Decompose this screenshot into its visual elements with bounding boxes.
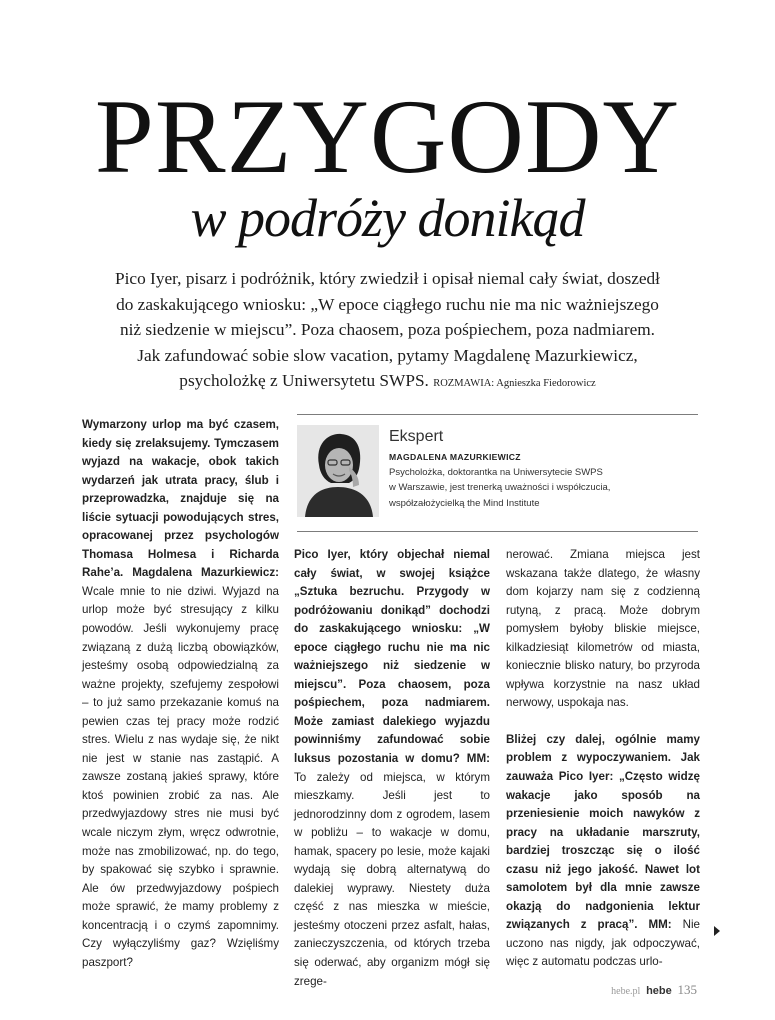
article-title: PRZYGODY [94, 78, 681, 195]
lead-line: Pico Iyer, pisarz i podróżnik, który zwiedził i opisał niemal cały świat, doszedł [115, 269, 660, 288]
intro-text: Wymarzony urlop ma być czasem, kiedy się zrelaksujemy. Tymczasem wyjazd na wakacje, obok takich wydarzeń jak utrata pracy, ślub i przeprowadzka, znajduje się na liście sytuacji powodujących stres, opracowanej przez psychologów Thomasa Holmesa i Richarda Rahe’a. [82, 418, 279, 580]
lead-line: do zaskakującego wniosku: „W epoce ciągłego ruchu nie ma nic ważniejszego [116, 294, 659, 314]
expert-heading: Ekspert [389, 428, 444, 445]
lead-line: Jak zafundować sobie slow vacation, pytamy Magdalenę Mazurkiewicz, [137, 345, 638, 365]
question-text: Bliżej czy dalej, ogólnie mamy problem z wypoczywaniem. Jak zauważa Pico Iyer: „Często widzę wakacje jako sposób na przeniesienie moich nawyków z pracy na układanie marszruty, bardziej troszcząc się o ilość czasu niż jego jakość. Nawet lot samolotem był dla mnie zawsze okazją do nadgonienia lektur związanych z pracą”. [506, 732, 700, 932]
expert-top-rule [297, 414, 698, 415]
portrait-image [297, 425, 379, 517]
question-text: Pico Iyer, który objechał niemal cały świat, w swojej książce „Sztuka bezruchu. Przygody w podróżowaniu donikąd” dochodzi do zaskakującego wniosku: „W epoce ciągłego ruchu nie ma nic ważniejszego niż siedzenie w miejscu”. Poza chaosem, poza pośpiechem, poza nadmiarem. Może zamiast dalekiego wyjazdu powinniśmy zafundować sobie luksus pozostania w domu? [294, 548, 490, 766]
article-column-2 [294, 546, 490, 991]
page-number: 135 [677, 982, 697, 997]
continue-arrow-icon [714, 926, 720, 936]
footer-brand: hebe [646, 985, 672, 997]
answer-text: Nie uczono nas nigdy, jak odpoczywać, więc z automatu podczas urlo- [506, 918, 700, 969]
footer-site: hebe.pl [611, 986, 641, 997]
lead-line: psycholożkę z Uniwersytetu SWPS. [179, 371, 429, 390]
article-subtitle: w podróży donikąd [190, 188, 585, 248]
expert-bottom-rule [297, 531, 698, 532]
page-footer [611, 982, 697, 998]
expert-name: MAGDALENA MAZURKIEWICZ [389, 452, 521, 462]
expert-photo [297, 425, 379, 517]
answer-text: To zależy od miejsca, w którym mieszkamy. Jeśli jest to jednorodzinny dom z ogrodem, lasem w pobliżu – to wakacje w domu, hamak, spacery po lesie, może kajaki wydają się dobrą alternatywą do dalekiej wyprawy. Niestety duża część z nas mieszka w mieście, jesteśmy otoczeni przez asfalt, hałas, zanieczyszczenia, od których trzeba się oderwać, aby organizm mógł się zrege- [294, 770, 490, 988]
lead-paragraph [80, 266, 695, 397]
speaker-label: MM: [466, 752, 490, 766]
continued-text: nerować. Zmiana miejsca jest wskazana także dlatego, że własny dom kojarzy nam się z codzienną rutyną, z pracą. Może dobrym pomysłem byłoby bliskie miejsce, kilkadziesiąt kilometrów od miasta, koniecznie blisko natury, bo przyroda wpływa korzystnie na nasz układ nerwowy, uspokaja nas. [506, 548, 700, 710]
byline: ROZMAWIA: Agnieszka Fiedorowicz [433, 378, 596, 389]
expert-desc-line: Psycholożka, doktorantka na Uniwersytecie SWPS [389, 467, 603, 478]
lead-line: niż siedzenie w miejscu”. Poza chaosem, poza pośpiechem, poza nadmiarem. [119, 320, 656, 339]
expert-description [389, 465, 689, 511]
answer-text: Wcale mnie to nie dziwi. Wyjazd na urlop może być stresujący z kilku powodów. Jeśli wykonujemy pracę związaną z dużą liczbą obowiązków, jesteśmy osobą odpowiedzialną za ważne projekty, szefujemy zespołowi – to już samo przekazanie komuś na pewien czas tej pracy może rodzić stres. Wielu z nas wydaje się, że nikt nie jest w stanie nas zastąpić. A zawsze zostaną jakieś sprawy, które ktoś powinien zrobić za nas. Ale przedwyjazdowy stres nie musi być wcale niczym złym, wręcz odwrotnie, może nas zmobilizować, np. do tego, by spakować się szybko i sprawnie. Ale ów przedwyjazdowy pośpiech może sprawić, że mamy problemy z koncentracją i o czymś zapomnimy. Czy wyłączyliśmy gaz? Wzięliśmy paszport? [82, 584, 279, 969]
speaker-label: Magdalena Mazurkiewicz: [132, 566, 279, 580]
speaker-label: MM: [648, 918, 672, 932]
article-column-3 [506, 546, 700, 972]
expert-desc-line: w Warszawie, jest trenerką uważności i współczucia, [389, 482, 611, 494]
article-column-1 [82, 416, 279, 972]
expert-desc-line: współzałożycielką the Mind Institute [389, 497, 540, 509]
